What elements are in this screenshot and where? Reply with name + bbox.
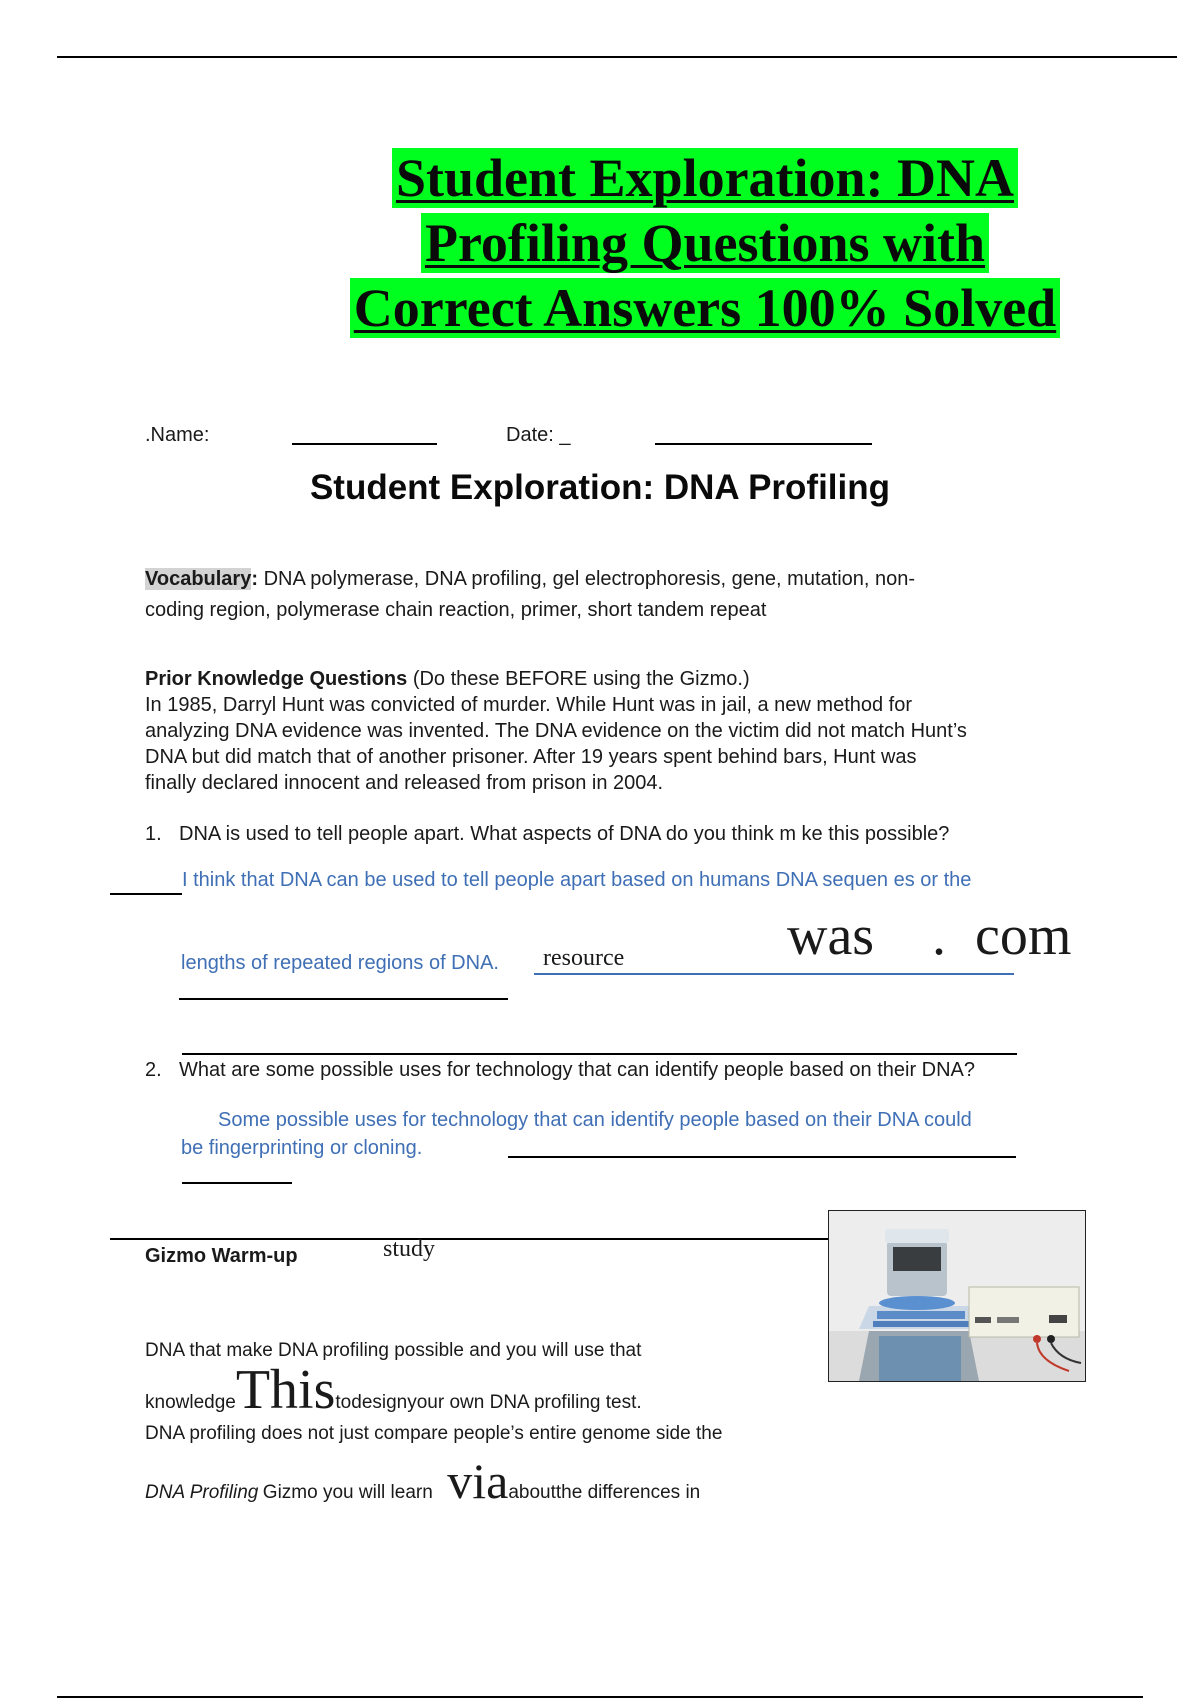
q1-answer-blank-line-1	[179, 998, 508, 1000]
question-1-answer-line-1: I think that DNA can be used to tell people apart based on humans DNA sequen es or the	[182, 869, 972, 891]
prior-knowledge-block	[145, 666, 1095, 796]
warmup-line-d-mid: Gizmo you will learn	[262, 1482, 433, 1503]
vocabulary-label: Vocabulary	[145, 568, 252, 590]
via-overlay-text: via	[447, 1453, 509, 1509]
question-2-answer-line-1: Some possible uses for technology that can identify people based on their DNA could	[218, 1109, 972, 1131]
q2-answer-blank-line-2	[182, 1182, 292, 1184]
gel-electrophoresis-apparatus-icon	[829, 1211, 1085, 1381]
prior-paragraph-line-2: analyzing DNA evidence was invented. The DNA evidence on the victim did not match Hunt’s	[145, 720, 967, 742]
resource-overlay-text: resource	[543, 945, 625, 971]
was-overlay-text: was	[787, 905, 875, 967]
page-heading: Student Exploration: DNA Profiling	[309, 468, 891, 507]
question-1-text: DNA is used to tell people apart. What aspects of DNA do you think m ke this possible?	[179, 823, 950, 845]
top-rule	[57, 56, 1177, 58]
this-overlay-text: This	[235, 1359, 336, 1421]
title-line-3: Correct Answers 100% Solved	[350, 278, 1060, 338]
vocabulary-block	[145, 564, 1045, 626]
question-2-text: What are some possible uses for technology that can identify people based on their DNA?	[179, 1059, 976, 1081]
prior-knowledge-note: (Do these BEFORE using the Gizmo.)	[412, 668, 750, 690]
vocabulary-line-1: DNA polymerase, DNA profiling, gel electrophoresis, gene, mutation, non-	[263, 568, 916, 590]
vocabulary-line-2: coding region, polymerase chain reaction, primer, short tandem repeat	[145, 599, 767, 621]
study-overlay-text: study	[383, 1236, 436, 1262]
name-label: .Name:	[145, 424, 210, 446]
q1-blue-underline	[534, 973, 1014, 975]
dna-profiling-italic: DNA Profiling	[145, 1482, 259, 1503]
com-overlay-text: com	[975, 905, 1072, 967]
question-1-answer-line-2: lengths of repeated regions of DNA.	[181, 952, 499, 974]
warmup-line-b-post: todesignyour own DNA profiling test.	[335, 1392, 642, 1413]
bottom-rule	[57, 1696, 1143, 1698]
q2-answer-blank-line-1	[508, 1156, 1016, 1158]
q1-answer-blank-line-2	[182, 1053, 1017, 1055]
question-2-answer-line-2: be fingerprinting or cloning.	[181, 1137, 423, 1159]
warmup-line-c: DNA profiling does not just compare people’s entire genome side the	[145, 1423, 723, 1444]
gizmo-apparatus-image	[828, 1210, 1086, 1382]
prior-paragraph-line-4: finally declared innocent and released from prison in 2004.	[145, 772, 664, 794]
prior-knowledge-label: Prior Knowledge Questions	[145, 668, 408, 690]
vocabulary-colon: :	[251, 568, 259, 590]
gizmo-warmup-label: Gizmo Warm-up	[145, 1245, 298, 1267]
date-label: Date: _	[506, 424, 571, 446]
name-blank-line[interactable]	[292, 443, 437, 445]
warmup-line-d-post: aboutthe differences in	[508, 1482, 701, 1503]
warmup-line-a: DNA that make DNA profiling possible and you will use that	[145, 1340, 642, 1361]
warmup-line-b	[145, 1358, 642, 1422]
prior-paragraph-line-1: In 1985, Darryl Hunt was convicted of murder. While Hunt was in jail, a new method for	[145, 694, 913, 716]
q1-answer-lead-line	[110, 893, 182, 895]
question-2-number: 2.	[145, 1059, 162, 1081]
date-blank-line[interactable]	[655, 443, 872, 445]
document-title	[320, 146, 1090, 341]
dot-overlay-text: .	[932, 905, 946, 967]
prior-paragraph-line-3: DNA but did match that of another prisoner. After 19 years spent behind bars, Hunt was	[145, 746, 917, 768]
question-1-number: 1.	[145, 823, 162, 845]
title-line-1: Student Exploration: DNA	[392, 148, 1018, 208]
warmup-line-d	[145, 1452, 700, 1510]
warmup-line-b-pre: knowledge	[145, 1392, 236, 1413]
title-line-2: Profiling Questions with	[421, 213, 989, 273]
